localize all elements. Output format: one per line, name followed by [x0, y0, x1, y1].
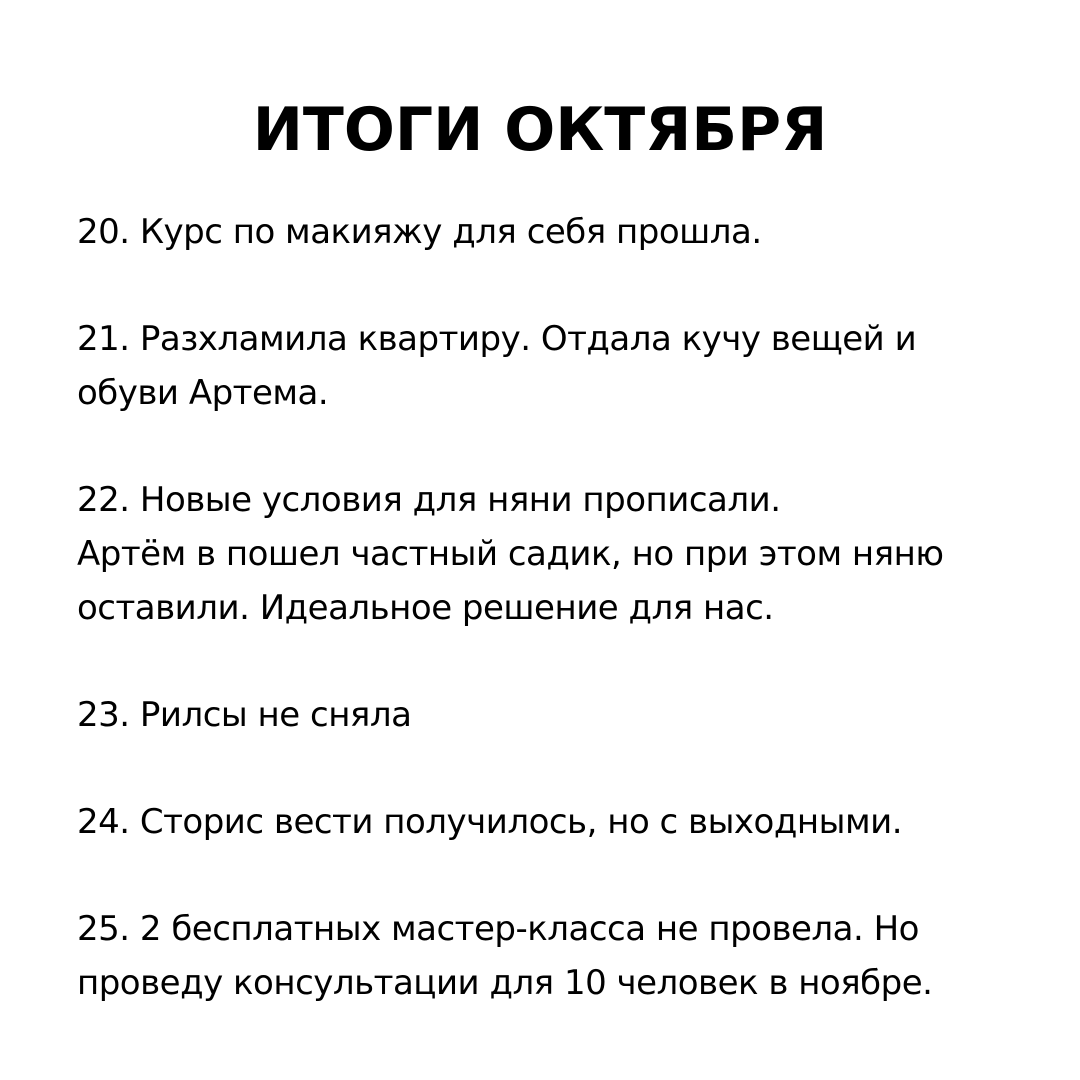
- list-item-line: 25. 2 бесплатных мастер-класса не провела. Но: [77, 909, 919, 949]
- list-item: [77, 902, 1037, 1010]
- list-item-line: 20. Курс по макияжу для себя прошла.: [77, 212, 762, 252]
- list-item-line: обуви Артема.: [77, 373, 329, 413]
- list-item-line: Артём в пошел частный садик, но при этом няню: [77, 534, 944, 574]
- list-item-line: проведу консультации для 10 человек в ноябре.: [77, 963, 933, 1003]
- list-item-line: 23. Рилсы не сняла: [77, 695, 412, 735]
- list-item: [77, 312, 1037, 420]
- list-item-line: 24. Сторис вести получилось, но с выходными.: [77, 802, 902, 842]
- list-item: [77, 473, 1037, 635]
- list-item: [77, 795, 1037, 849]
- list-item-line: 21. Разхламила квартиру. Отдала кучу вещей и: [77, 319, 917, 359]
- list-item-line: 22. Новые условия для няни прописали.: [77, 480, 781, 520]
- results-list: [77, 205, 1037, 1063]
- list-item: [77, 205, 1037, 259]
- list-item: [77, 688, 1037, 742]
- page-title: ИТОГИ ОКТЯБРЯ: [252, 95, 828, 165]
- list-item-line: оставили. Идеальное решение для нас.: [77, 588, 774, 628]
